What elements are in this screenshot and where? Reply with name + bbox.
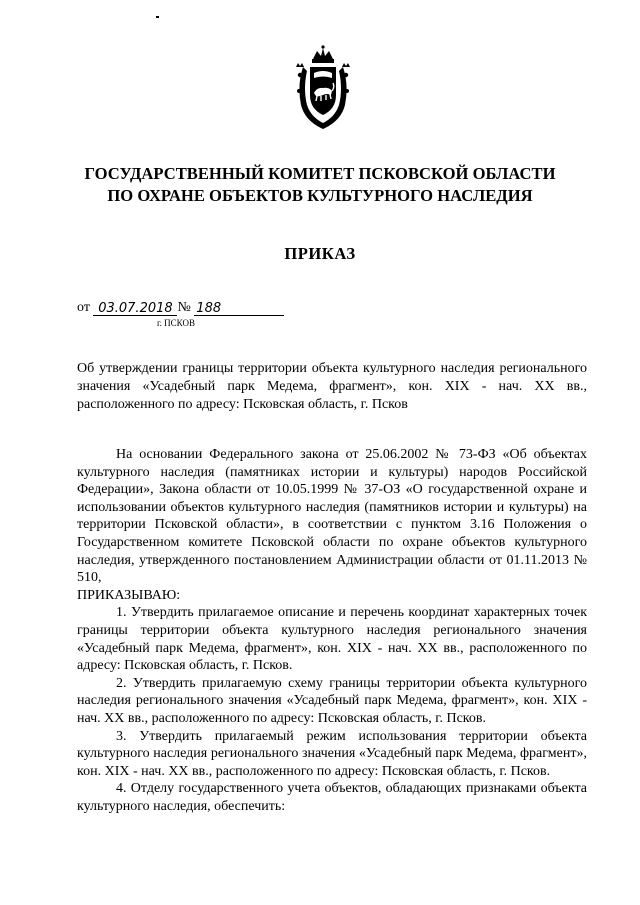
subject-text: Об утверждении границы территории объекта культурного наследия регионального значения «Усадебный парк Медема, фрагмент», кон. XIX - нач. XX вв., расположенного по адресу: Псковская область, г. Псков <box>77 361 587 412</box>
order-item-1: 1. Утвердить прилагаемое описание и перечень координат характерных точек границы территории объекта культурного наследия регионального значения «Усадебный парк Медема, фрагмент», кон. XIX - нач. XX вв., расположенного по адресу: Псковская область, г. Псков. <box>77 605 587 674</box>
scan-dot <box>156 16 159 18</box>
order-subject <box>77 360 587 414</box>
document-type-title: ПРИКАЗ <box>284 244 356 263</box>
committee-line-1: ГОСУДАРСТВЕННЫЙ КОМИТЕТ ПСКОВСКОЙ ОБЛАСТИ <box>84 164 556 183</box>
order-word: ПРИКАЗЫВАЮ: <box>77 587 181 603</box>
basis-paragraph: На основании Федерального закона от 25.06.2002 № 73-ФЗ «Об объектах культурного наследия (памятниках истории и культуры) народов Российской Федерации», Закона области от 10.05.1999 № 37-ОЗ «О государственной охране и использовании объектов культурного наследия (памятников истории и культуры) на территории Псковской области», в соответствии с пунктом 3.16 Положения о Государственном комитете Псковской области по охране объектов культурного наследия, утвержденного постановлением Администрации области от 01.11.2013 № 510, <box>77 447 587 586</box>
order-item-3: 3. Утвердить прилагаемый режим использования территории объекта культурного наследия регионального значения «Усадебный парк Медема, фрагмент», кон. XIX - нач. XX вв., расположенного по адресу: Псковская область, г. Псков. <box>77 728 587 779</box>
order-item-4: 4. Отделу государственного учета объектов, обладающих признаками объекта культурного наследия, обеспечить: <box>77 781 587 814</box>
order-city: г. ПСКОВ <box>157 318 195 328</box>
committee-name <box>0 163 640 207</box>
date-prefix: от <box>77 300 90 315</box>
order-item-2: 2. Утвердить прилагаемую схему границы территории объекта культурного наследия регионального значения «Усадебный парк Медема, фрагмент», кон. XIX - нач. XX вв., расположенного по адресу: Псковская область, г. Псков. <box>77 675 587 726</box>
order-date: 03.07.2018 <box>93 301 177 316</box>
number-label: № <box>177 300 191 315</box>
order-dateline <box>77 300 284 316</box>
coat-of-arms-icon <box>293 45 353 131</box>
order-number: 188 <box>194 301 284 316</box>
committee-line-2: ПО ОХРАНЕ ОБЪЕКТОВ КУЛЬТУРНОГО НАСЛЕДИЯ <box>107 186 533 205</box>
order-body <box>77 446 587 815</box>
